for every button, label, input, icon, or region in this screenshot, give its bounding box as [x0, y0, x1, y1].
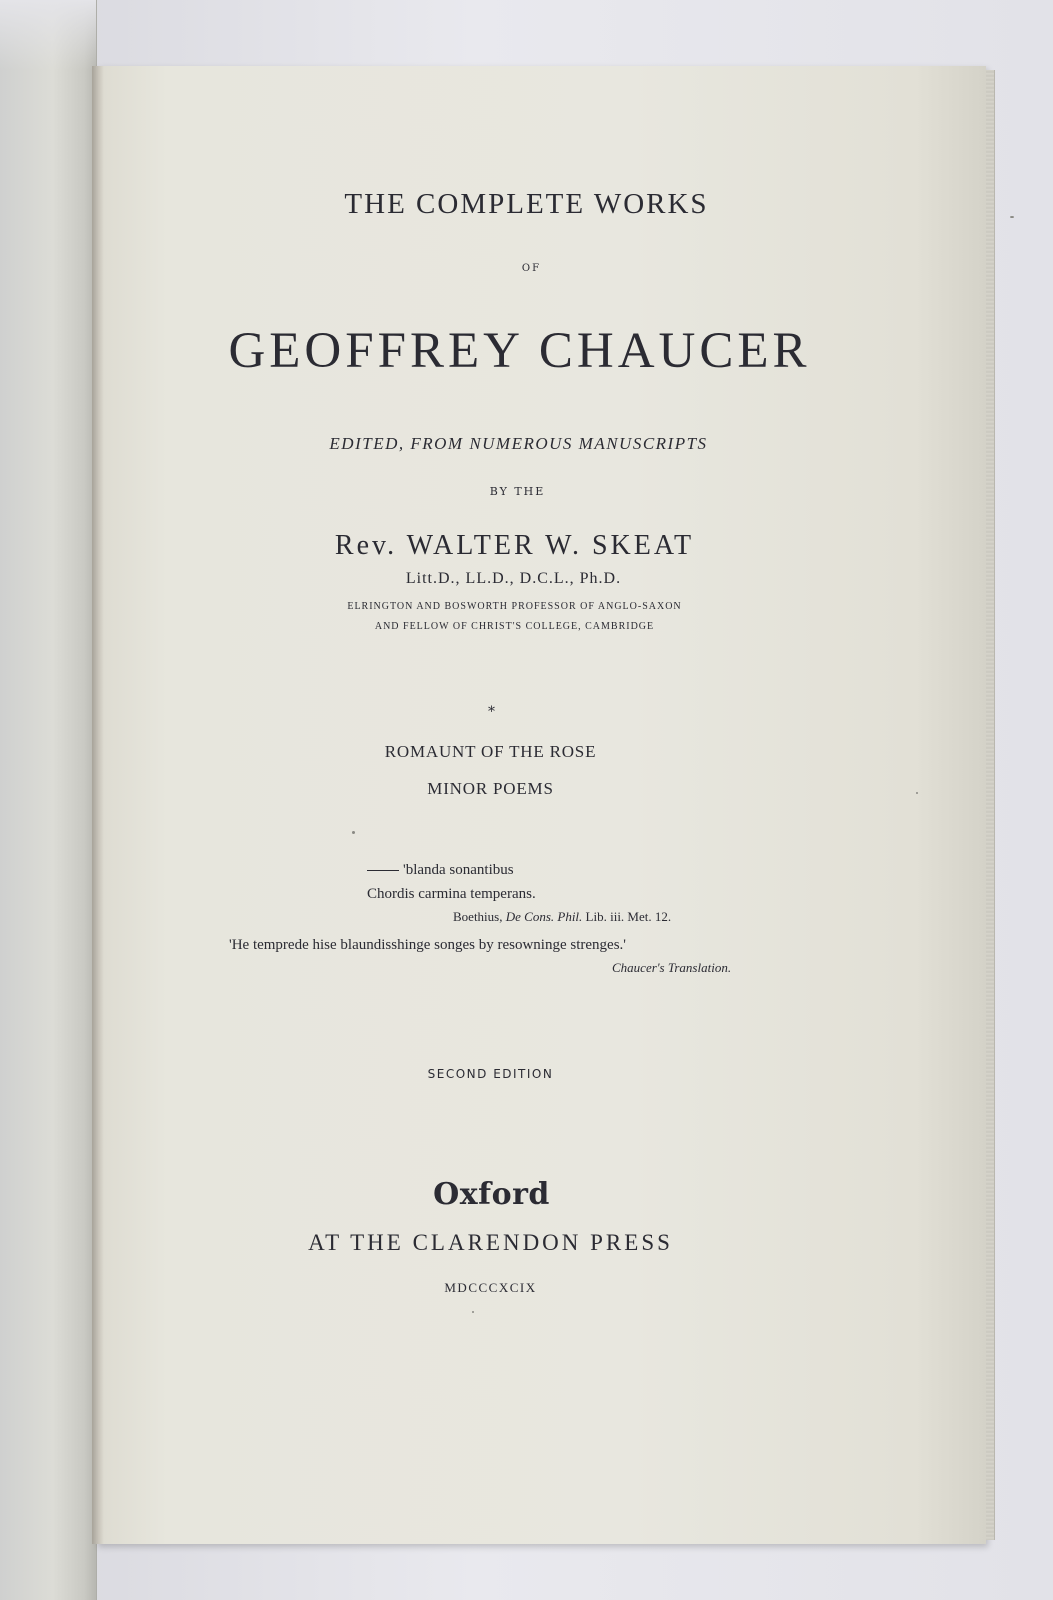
by-the: BY THE	[489, 485, 546, 498]
epigraph-line-1	[367, 862, 514, 879]
editor-position-line-2: AND FELLOW OF CHRIST'S COLLEGE, CAMBRIDGE	[374, 621, 655, 632]
paper-speck	[916, 792, 918, 794]
paper-speck	[352, 831, 355, 834]
epigraph-translation: 'He temprede hise blaundisshinge songes by resowninge strenges.'	[229, 937, 626, 953]
attribution-ref: Lib. iii. Met. 12.	[585, 909, 672, 924]
imprint-city: Oxford	[433, 1177, 550, 1212]
title-of: OF	[521, 263, 542, 274]
title-page	[96, 66, 986, 1544]
contents-line-2: MINOR POEMS	[427, 779, 554, 798]
edited-line: EDITED, FROM NUMEROUS MANUSCRIPTS	[329, 434, 708, 453]
editor-position-line-1: ELRINGTON AND BOSWORTH PROFESSOR OF ANGLO-SAXON	[347, 601, 682, 612]
translation-credit: Chaucer's Translation.	[612, 960, 732, 975]
epigraph-line-1-text: 'blanda sonantibus	[403, 862, 514, 878]
page-fore-edge	[986, 70, 995, 1540]
gutter-shadow	[92, 66, 104, 1544]
epigraph-attribution	[453, 909, 671, 925]
left-page-curl	[0, 0, 96, 70]
epigraph-dash	[367, 870, 399, 871]
title-line-1: THE COMPLETE WORKS	[344, 188, 709, 220]
edition: SECOND EDITION	[427, 1067, 554, 1081]
author-name: GEOFFREY CHAUCER	[228, 323, 811, 379]
editor-name: Rev. WALTER W. SKEAT	[334, 530, 695, 561]
attribution-work: De Cons. Phil.	[505, 909, 583, 924]
editor-degrees: Litt.D., LL.D., D.C.L., Ph.D.	[405, 570, 622, 587]
left-page	[0, 0, 97, 1600]
asterisk-ornament: *	[488, 704, 495, 720]
paper-speck	[1010, 216, 1014, 218]
publisher: AT THE CLARENDON PRESS	[308, 1230, 673, 1255]
attribution-name: Boethius,	[453, 909, 503, 924]
contents-line-1: ROMAUNT OF THE ROSE	[384, 742, 597, 761]
publication-year: MDCCCXCIX	[444, 1280, 537, 1295]
paper-speck	[472, 1311, 474, 1313]
epigraph-line-2: Chordis carmina temperans.	[367, 886, 536, 902]
